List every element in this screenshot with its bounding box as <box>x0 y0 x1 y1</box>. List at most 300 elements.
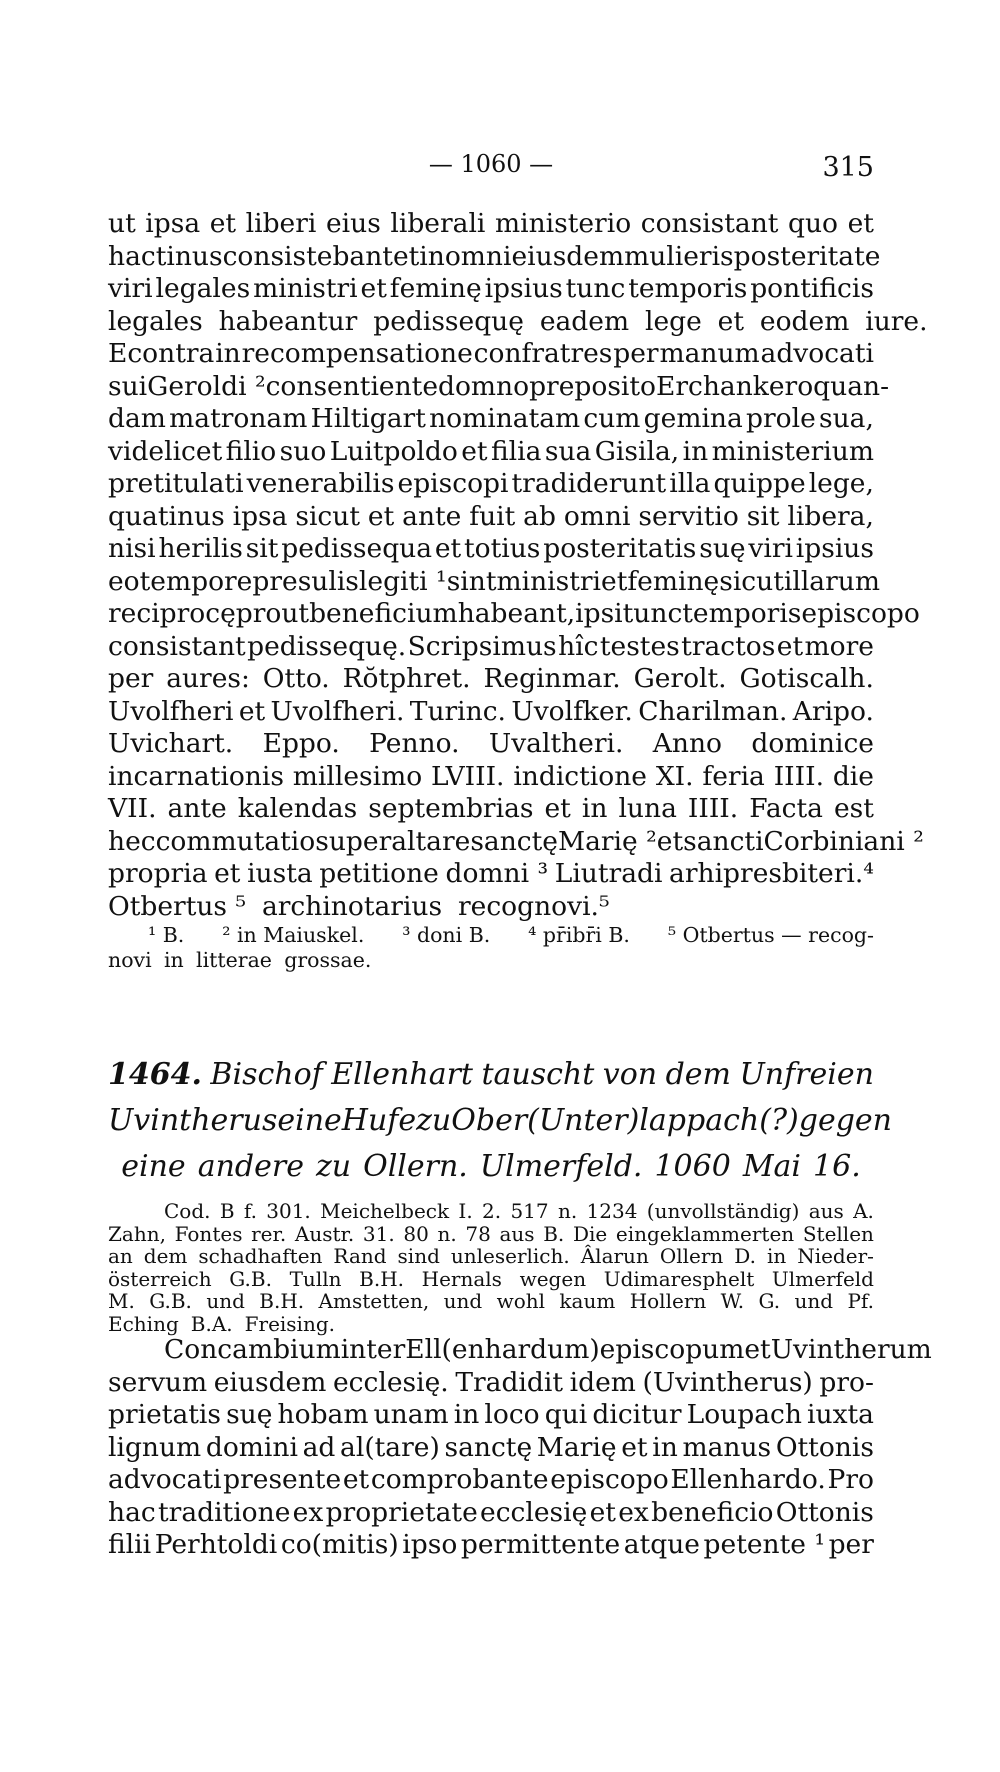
word: Econtra <box>108 338 215 369</box>
word: sua <box>544 435 592 467</box>
word: lege <box>644 305 702 337</box>
word: cum <box>583 403 641 434</box>
word: zu <box>315 1149 352 1184</box>
word: habeantur <box>218 305 358 337</box>
word: arhipresbiteri.⁴ <box>669 858 874 889</box>
word: hîc <box>558 630 599 662</box>
word: österreich <box>108 1266 212 1291</box>
word: Unfreien <box>739 1057 874 1092</box>
word: nisi <box>108 533 156 564</box>
word: gegen <box>798 1103 892 1138</box>
body-line <box>108 501 874 534</box>
word: videlicet <box>108 435 223 467</box>
word: lignum <box>108 1431 202 1463</box>
word: ab <box>523 500 556 532</box>
word: et <box>461 435 488 467</box>
word: loco <box>484 1399 540 1430</box>
word: et <box>544 793 571 824</box>
word: manus <box>682 1431 772 1463</box>
word: nominatam <box>429 403 581 434</box>
word: legales <box>108 305 203 337</box>
word: al(tare) <box>340 1431 440 1463</box>
word: unam <box>373 1399 449 1430</box>
word: et <box>360 273 387 304</box>
word: iusta <box>247 858 313 889</box>
word: IIII. <box>687 793 739 824</box>
footnote-line <box>108 923 874 948</box>
word: und <box>443 1289 483 1313</box>
word: Erchankero <box>656 370 814 402</box>
word: und <box>794 1289 834 1313</box>
word: ministerio <box>494 208 632 239</box>
word: dam <box>108 403 166 434</box>
word: tradiderunt <box>511 468 667 499</box>
word: feminę <box>389 273 482 304</box>
word: Ulmerfeld. <box>479 1149 643 1184</box>
word: domno <box>438 370 530 402</box>
word: pedissequa <box>281 533 433 564</box>
word: Liutradi <box>554 858 663 889</box>
word: rer. <box>251 1221 287 1246</box>
word: G.B. <box>149 1289 192 1313</box>
word: wohl <box>496 1289 546 1313</box>
word: und <box>206 1289 245 1313</box>
word: ministerium <box>711 435 874 467</box>
word: Anno <box>652 728 723 759</box>
word: libera, <box>787 500 874 532</box>
word: Ell(enhardum) <box>405 1334 600 1365</box>
word: Ober(Unter)lappach <box>451 1103 760 1138</box>
word: Marię ² <box>557 825 657 857</box>
word: herilis <box>158 533 243 564</box>
word: Uvichart. <box>108 728 234 759</box>
word: Loupach <box>686 1399 802 1430</box>
word: atque <box>623 1529 700 1560</box>
word: eiusdem <box>213 1366 327 1398</box>
word: M. <box>108 1289 135 1313</box>
body-line <box>108 565 880 599</box>
word: schadhaften <box>198 1244 323 1268</box>
word: pro- <box>819 1366 874 1398</box>
word: Âlarun <box>580 1244 649 1268</box>
word: 1060 <box>654 1149 731 1184</box>
note-line <box>108 1313 874 1336</box>
word: testes <box>599 630 680 662</box>
word: pontificis <box>750 273 874 304</box>
word: eo <box>108 565 140 597</box>
text2-line <box>108 1497 874 1530</box>
word: reciprocę <box>108 598 236 629</box>
note-line <box>108 1245 874 1268</box>
text2-line <box>108 1529 874 1562</box>
body-line <box>108 305 928 339</box>
word: eine <box>277 1103 342 1138</box>
word: filii <box>108 1529 152 1560</box>
word: 78 <box>465 1221 491 1246</box>
word: ipsa <box>145 208 201 239</box>
word: Austr. <box>294 1221 355 1246</box>
word: XI. <box>655 760 694 792</box>
body-line <box>108 696 874 729</box>
word: omni <box>444 240 512 272</box>
word: Pf. <box>847 1289 874 1313</box>
word: in <box>652 1431 678 1463</box>
word: mulieris <box>624 240 734 272</box>
word: Hollern <box>629 1289 707 1313</box>
word: Amstetten, <box>318 1289 430 1313</box>
word: in <box>581 793 608 824</box>
word: per <box>828 1529 874 1560</box>
charter-text-1464 <box>108 1334 932 1562</box>
word: omni <box>563 500 631 532</box>
body-line <box>108 598 920 631</box>
word: sit <box>746 500 780 532</box>
word: et <box>744 1334 771 1365</box>
word: eadem <box>539 305 630 337</box>
word: per <box>613 338 659 369</box>
word: indictione <box>513 760 647 792</box>
word: et <box>656 825 684 857</box>
word: ecclesię. <box>332 1366 449 1398</box>
word: viri <box>748 533 793 564</box>
source-notes <box>108 1200 874 1335</box>
word: pedissequę <box>373 305 524 337</box>
word: in <box>419 240 445 272</box>
word: presulis <box>252 565 359 597</box>
word: 1464. <box>108 1057 202 1092</box>
word: habeant, <box>457 598 576 629</box>
word: Otto. <box>262 663 330 694</box>
word: et <box>392 240 420 272</box>
word: et <box>434 533 462 564</box>
word: ³ doni B. <box>402 923 491 947</box>
regest-1464 <box>108 1052 892 1190</box>
word: consistant <box>640 208 779 239</box>
word: advocati <box>108 1464 222 1495</box>
word: in <box>163 948 184 972</box>
body-line <box>108 793 874 826</box>
word: permittente <box>460 1529 621 1560</box>
word: et <box>214 858 241 889</box>
word: eius <box>325 208 381 239</box>
word: quatinus <box>108 500 225 532</box>
word: sicut <box>295 500 360 532</box>
word: Ottonis <box>775 1431 874 1463</box>
word: et <box>238 695 266 727</box>
word: legiti ¹ <box>358 565 447 597</box>
word: IIII. <box>773 760 824 792</box>
word: Penno. <box>369 728 460 759</box>
word: consistebant <box>222 240 393 272</box>
word: Ellenhart <box>331 1057 473 1092</box>
word: LVIII. <box>431 760 505 792</box>
body-line <box>108 891 874 924</box>
word: VII. <box>108 793 157 824</box>
word: et <box>589 1496 616 1528</box>
word: B.H. <box>259 1289 305 1313</box>
word: episcopo <box>801 598 920 629</box>
text2-line <box>108 1399 874 1432</box>
word: beneficium <box>309 598 458 629</box>
word: hec <box>108 825 156 857</box>
word: episcopo <box>550 1464 669 1495</box>
word: ipsa <box>232 500 288 532</box>
word: Hufe <box>341 1103 417 1138</box>
word: hac <box>108 1496 156 1528</box>
word: ut <box>108 208 136 239</box>
word: 31. <box>362 1221 395 1246</box>
word: suo <box>279 435 327 467</box>
word: et <box>367 500 395 532</box>
word: ministri <box>253 273 358 304</box>
word: in <box>453 1399 480 1430</box>
word: matronam <box>169 403 308 434</box>
word: dem <box>143 1244 188 1268</box>
word: f. <box>243 1199 257 1223</box>
word: suę <box>226 1399 273 1430</box>
word: gemina <box>643 403 743 434</box>
word: tunc <box>565 273 626 304</box>
word: novi <box>108 948 152 972</box>
word: super <box>315 825 392 857</box>
word: Uvolfker. <box>511 695 633 727</box>
word: tunc <box>622 598 683 629</box>
body-line <box>108 436 874 469</box>
word: Freising. <box>244 1311 335 1336</box>
word: consentiente <box>265 370 439 402</box>
word: luna <box>618 793 677 824</box>
word: tempore <box>139 565 253 597</box>
word: dicitur <box>592 1399 682 1430</box>
word: aus <box>808 1199 844 1223</box>
word: iuxta <box>807 1399 874 1430</box>
word: sicut <box>719 565 784 597</box>
word: Ulmerfeld <box>771 1266 874 1291</box>
word: et <box>209 208 237 239</box>
footnote-line <box>108 948 874 973</box>
word: Nieder- <box>797 1244 874 1268</box>
word: prout <box>235 598 310 629</box>
word: Pro <box>827 1464 874 1495</box>
word: liberi <box>245 208 317 239</box>
word: propria <box>108 858 208 889</box>
word: in <box>766 1244 787 1268</box>
word: manum <box>659 338 760 369</box>
word: B. <box>543 1221 565 1246</box>
word: Corbiniani ² <box>763 825 924 857</box>
charter-text-1060 <box>108 208 928 923</box>
body-line <box>108 631 874 664</box>
word: n. <box>557 1199 578 1223</box>
word: Uvaltheri. <box>488 728 624 759</box>
word: ex <box>618 1496 649 1528</box>
word: iure. <box>865 305 928 337</box>
word: Aripo. <box>792 695 874 727</box>
word: 2. <box>482 1199 502 1223</box>
word: 517 <box>510 1199 549 1223</box>
page-number: 315 <box>822 152 874 183</box>
word: sua, <box>819 403 874 434</box>
word: grossae. <box>284 948 372 972</box>
word: quan- <box>813 370 890 402</box>
word: G.B. <box>229 1266 272 1291</box>
note-line <box>108 1290 874 1313</box>
word: zu <box>416 1103 452 1138</box>
word: I. <box>458 1199 473 1223</box>
word: more <box>804 630 874 662</box>
regest-line <box>108 1052 874 1098</box>
word: tauscht <box>481 1057 595 1092</box>
word: wegen <box>519 1266 587 1291</box>
word: lege, <box>808 468 874 499</box>
word: preposito <box>529 370 657 402</box>
text2-line <box>108 1334 932 1367</box>
word: liberali <box>390 208 486 239</box>
word: Tulln <box>289 1266 342 1291</box>
word: comprobante <box>370 1464 549 1495</box>
word: an <box>108 1244 133 1268</box>
word: n. <box>437 1221 457 1246</box>
word: Udimaresphelt <box>603 1266 755 1291</box>
word: Ellenhardo. <box>670 1464 826 1495</box>
word: ecclesię <box>480 1496 588 1528</box>
word: consistant <box>108 630 246 662</box>
running-header <box>108 150 874 186</box>
word: Geroldi ² <box>147 370 266 402</box>
word: incarnationis <box>108 760 284 792</box>
word: Stellen <box>802 1221 874 1246</box>
word: Marię <box>536 1431 617 1463</box>
footnotes <box>108 923 874 973</box>
word: et <box>601 565 628 597</box>
word: prole <box>746 403 816 434</box>
word: suę <box>699 533 746 564</box>
word: ⁴ pr̄ibr̄i B. <box>528 923 630 947</box>
word: pedissequę. <box>247 630 407 662</box>
word: confratres <box>473 338 613 369</box>
word: temporis <box>682 598 802 629</box>
word: von <box>602 1057 658 1092</box>
word: et <box>621 1431 648 1463</box>
word: Gisila, <box>594 435 680 467</box>
word: 301. <box>266 1199 311 1223</box>
word: Meichelbeck <box>320 1199 450 1223</box>
body-line <box>108 761 874 794</box>
word: Cod. <box>164 1199 211 1223</box>
word: Reginmar. <box>483 663 621 694</box>
word: Uvintherum <box>770 1334 932 1365</box>
word: domni ³ <box>445 858 549 889</box>
word: et <box>847 208 874 239</box>
word: ad <box>302 1431 336 1463</box>
word: die <box>832 760 874 792</box>
word: A. <box>853 1199 874 1223</box>
word: Gerolt. <box>633 663 727 694</box>
body-line <box>108 370 890 404</box>
word: archinotarius <box>261 890 443 922</box>
word: venerabilis <box>246 468 395 499</box>
word: ² in Maiuskel. <box>222 923 365 947</box>
word: 1234 <box>586 1199 638 1223</box>
word: hobam <box>277 1399 369 1430</box>
word: sui <box>108 370 148 402</box>
word: quippe <box>713 468 806 499</box>
word: filia <box>491 435 542 467</box>
word: 80 <box>403 1221 429 1246</box>
word: viri <box>108 273 153 304</box>
word: eiusdem <box>511 240 625 272</box>
word: sint <box>446 565 497 597</box>
word: ante <box>402 500 462 532</box>
word: qui <box>544 1399 588 1430</box>
word: sancti <box>683 825 764 857</box>
year-heading: — 1060 — <box>428 150 554 178</box>
word: 16. <box>813 1149 861 1184</box>
word: Zahn, <box>108 1221 166 1246</box>
word: Concambium <box>164 1334 341 1365</box>
word: Ollern <box>659 1244 724 1268</box>
word: aus <box>499 1221 535 1246</box>
regest-line <box>108 1144 874 1190</box>
body-line <box>108 240 881 274</box>
word: petente ¹ <box>703 1529 825 1560</box>
word: B.A. <box>190 1311 233 1336</box>
word: Fontes <box>174 1221 243 1246</box>
word: advocati <box>760 338 874 369</box>
word: in <box>215 338 241 369</box>
word: ¹ B. <box>148 923 185 947</box>
word: recognovi.⁵ <box>457 890 610 922</box>
regest-line <box>108 1098 892 1144</box>
word: (Uvintherus) <box>642 1366 813 1398</box>
word: Eppo. <box>262 728 340 759</box>
body-line <box>108 403 874 436</box>
word: idem <box>569 1366 636 1398</box>
word: est <box>833 793 874 824</box>
word: recompensatione <box>241 338 473 369</box>
word: millesimo <box>292 760 423 792</box>
word: ipsius <box>795 533 874 564</box>
word: Hiltigart <box>310 403 426 434</box>
word: kalendas <box>237 793 358 824</box>
word: sanctę <box>470 825 558 857</box>
word: sit <box>245 533 279 564</box>
body-line <box>108 273 874 306</box>
word: per <box>108 663 154 694</box>
word: ipso <box>402 1529 458 1560</box>
word: Charilman. <box>638 695 788 727</box>
word: G. <box>758 1289 781 1313</box>
word: eingeklammerten <box>615 1221 795 1246</box>
word: ipsi <box>575 598 623 629</box>
word: co(mitis) <box>280 1529 399 1560</box>
word: Ottonis <box>775 1496 874 1528</box>
word: ex <box>292 1496 324 1528</box>
word: B <box>219 1199 235 1223</box>
word: eine <box>121 1149 186 1184</box>
word: andere <box>197 1149 304 1184</box>
text2-line <box>108 1367 874 1400</box>
word: sind <box>397 1244 440 1268</box>
word: domini <box>205 1431 298 1463</box>
word: episcopi <box>397 468 509 499</box>
note-line <box>108 1200 874 1223</box>
body-line <box>108 663 874 696</box>
word: et <box>342 1464 370 1495</box>
word: Die <box>572 1221 608 1246</box>
word: illarum <box>783 565 880 597</box>
word: Tradidit <box>455 1366 563 1398</box>
